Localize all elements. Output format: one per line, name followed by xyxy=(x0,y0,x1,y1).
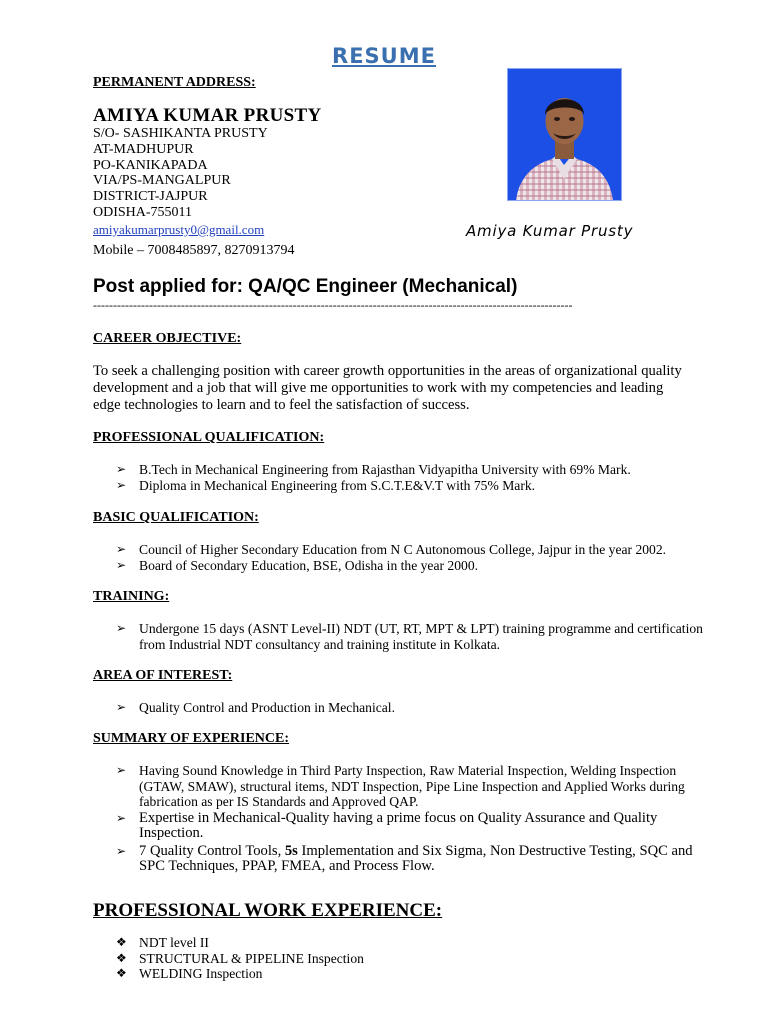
basic-qualification-heading: BASIC QUALIFICATION: xyxy=(93,510,259,525)
list-item: ❖ NDT level II xyxy=(116,935,209,950)
professional-work-experience-list xyxy=(116,935,706,982)
list-item: ➢ 7 Quality Control Tools, 5s Implementation and Six Sigma, Non Destructive Testing, SQC and SPC Techniques, PPAP, FMEA, and Process Flow. xyxy=(116,842,693,874)
list-item: ➢ Quality Control and Production in Mechanical. xyxy=(116,700,395,715)
arrow-bullet-icon: ➢ xyxy=(116,700,127,714)
address-line: ODISHA-755011 xyxy=(93,204,193,220)
diamond-bullet-icon: ❖ xyxy=(116,966,127,980)
list-item: ❖ STRUCTURAL & PIPELINE Inspection xyxy=(116,950,364,966)
arrow-bullet-icon: ➢ xyxy=(116,477,127,492)
professional-work-experience-heading: PROFESSIONAL WORK EXPERIENCE: xyxy=(93,900,443,921)
resume-title: RESUME xyxy=(332,44,436,68)
list-item: ➢ Having Sound Knowledge in Third Party Inspection, Raw Material Inspection, Welding Inspection (GTAW, SMAW), structural items, NDT Inspection, Pipe Line Inspection and Applied Works during fabrication as per IS Standards and Approved QAP. xyxy=(116,763,685,809)
address-line: PO-KANIKAPADA xyxy=(93,157,208,173)
divider-dashes: ------------------------------------------------------------------------------------------------------------------------ xyxy=(93,298,573,312)
applicant-name: AMIYA KUMAR PRUSTY xyxy=(93,105,322,126)
diamond-bullet-icon: ❖ xyxy=(116,950,127,965)
summary-of-experience-heading: SUMMARY OF EXPERIENCE: xyxy=(93,731,290,746)
training-list xyxy=(116,621,706,652)
professional-qualification-heading: PROFESSIONAL QUALIFICATION: xyxy=(93,430,325,445)
address-block xyxy=(93,126,268,221)
arrow-bullet-icon: ➢ xyxy=(116,542,127,556)
career-objective-heading: CAREER OBJECTIVE: xyxy=(93,331,242,346)
profile-photo xyxy=(507,68,622,201)
arrow-bullet-icon: ➢ xyxy=(116,621,127,635)
area-of-interest-heading: AREA OF INTEREST: xyxy=(93,668,233,683)
post-applied: Post applied for: QA/QC Engineer (Mechanical) xyxy=(93,276,518,297)
list-item: ➢ Undergone 15 days (ASNT Level-II) NDT (UT, RT, MPT & LPT) training programme and certification from Industrial NDT consultancy and training institute in Kolkata. xyxy=(116,621,703,652)
address-line: VIA/PS-MANGALPUR xyxy=(93,173,231,189)
list-item: ➢ Expertise in Mechanical-Quality having a prime focus on Quality Assurance and Quality Inspection. xyxy=(116,809,658,841)
list-item: ❖ WELDING Inspection xyxy=(116,966,263,981)
professional-qualification-list xyxy=(116,462,706,493)
profile-photo-image xyxy=(508,69,621,200)
career-objective-text: To seek a challenging position with career growth opportunities in the areas of organizational quality development and a job that will give me opportunities to work with my competencies and leading edge technologies to learn and to feel the satisfaction of success. xyxy=(93,363,682,413)
diamond-bullet-icon: ❖ xyxy=(116,935,127,949)
list-item: ➢ Diploma in Mechanical Engineering from S.C.T.E&V.T with 75% Mark. xyxy=(116,477,536,493)
arrow-bullet-icon: ➢ xyxy=(116,462,127,476)
address-line: S/O- SASHIKANTA PRUSTY xyxy=(93,126,268,141)
arrow-bullet-icon: ➢ xyxy=(116,557,127,572)
training-heading: TRAINING: xyxy=(93,589,170,604)
list-item: ➢ Board of Secondary Education, BSE, Odisha in the year 2000. xyxy=(116,557,479,573)
arrow-bullet-icon: ➢ xyxy=(116,763,127,777)
address-line: DISTRICT-JAJPUR xyxy=(93,189,208,205)
mobile-numbers: Mobile – 7008485897, 8270913794 xyxy=(93,243,295,258)
arrow-bullet-icon: ➢ xyxy=(116,810,127,825)
list-item: ➢ Council of Higher Secondary Education from N C Autonomous College, Jajpur in the year 2002. xyxy=(116,542,667,557)
basic-qualification-list xyxy=(116,542,706,573)
summary-of-experience-list xyxy=(116,763,706,875)
area-of-interest-list xyxy=(116,700,706,716)
arrow-bullet-icon: ➢ xyxy=(116,843,127,858)
permanent-address-label: PERMANENT ADDRESS: xyxy=(93,75,256,90)
address-line: AT-MADHUPUR xyxy=(93,141,194,157)
signature: Amiya Kumar Prusty xyxy=(466,222,634,240)
list-item: ➢ B.Tech in Mechanical Engineering from Rajasthan Vidyapitha University with 69% Mark. xyxy=(116,462,631,477)
email-link[interactable]: amiyakumarprusty0@gmail.com xyxy=(93,222,265,237)
